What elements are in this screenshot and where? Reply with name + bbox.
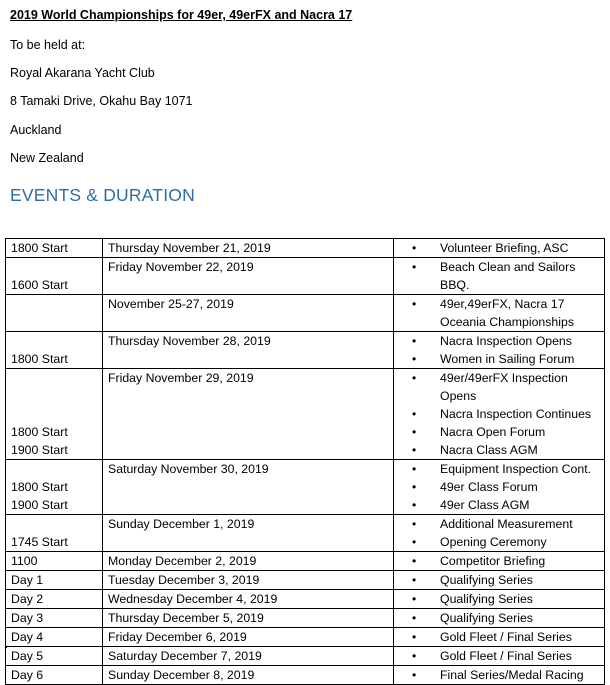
date-cell: Saturday November 30, 2019	[103, 460, 394, 515]
list-item: • Gold Fleet / Final Series	[412, 628, 599, 646]
date-cell: Tuesday December 3, 2019	[103, 571, 394, 590]
time-cell	[6, 666, 103, 685]
time-label: Day 3	[11, 611, 44, 625]
table-row	[6, 369, 605, 460]
table-row	[6, 647, 605, 666]
date-cell: November 25-27, 2019	[103, 295, 394, 332]
table-row	[6, 628, 605, 647]
time-cell	[6, 295, 103, 332]
time-cell	[6, 647, 103, 666]
events-cell	[394, 647, 605, 666]
date-cell: Thursday November 21, 2019	[103, 239, 394, 258]
table-row	[6, 460, 605, 515]
time-cell	[6, 515, 103, 552]
time-label: 1100	[11, 554, 38, 568]
event-list	[412, 460, 599, 514]
table-row	[6, 239, 605, 258]
events-cell	[394, 666, 605, 685]
list-item: • Women in Sailing Forum	[412, 350, 599, 368]
time-cell	[6, 332, 103, 369]
date-cell: Sunday December 8, 2019	[103, 666, 394, 685]
time-cell	[6, 239, 103, 258]
events-cell	[394, 590, 605, 609]
events-cell	[394, 609, 605, 628]
events-cell	[394, 258, 605, 295]
list-item: • Volunteer Briefing, ASC	[412, 239, 599, 257]
list-item: • 49er Class Forum	[412, 478, 599, 496]
time-label: Day 2	[11, 592, 44, 606]
event-list	[412, 258, 599, 294]
table-row	[6, 515, 605, 552]
time-cell	[6, 590, 103, 609]
time-label: 1800 Start	[11, 241, 68, 255]
events-cell	[394, 239, 605, 258]
time-label: Day 4	[11, 630, 44, 644]
list-item: • Opening Ceremony	[412, 533, 599, 551]
time-cell	[6, 369, 103, 460]
time-label: Day 5	[11, 649, 44, 663]
time-cell	[6, 552, 103, 571]
venue-city: Auckland	[10, 123, 62, 137]
events-cell	[394, 295, 605, 332]
table-row	[6, 666, 605, 685]
list-item: • Qualifying Series	[412, 609, 599, 627]
date-cell: Thursday December 5, 2019	[103, 609, 394, 628]
list-item: • Nacra Open Forum	[412, 423, 599, 441]
event-list	[412, 647, 599, 665]
list-item: • Final Series/Medal Racing	[412, 666, 599, 684]
events-cell	[394, 515, 605, 552]
table-row	[6, 571, 605, 590]
schedule-table	[5, 238, 605, 685]
date-cell: Wednesday December 4, 2019	[103, 590, 394, 609]
time-cell	[6, 609, 103, 628]
list-item: • Equipment Inspection Cont.	[412, 460, 599, 478]
venue-address: 8 Tamaki Drive, Okahu Bay 1071	[10, 94, 193, 108]
document-title: 2019 World Championships for 49er, 49erFX and Nacra 17	[10, 8, 353, 22]
event-list	[412, 628, 599, 646]
event-list	[412, 609, 599, 627]
table-row	[6, 258, 605, 295]
list-item: • Qualifying Series	[412, 590, 599, 608]
events-cell	[394, 369, 605, 460]
schedule-body	[6, 239, 605, 685]
venue-country: New Zealand	[10, 151, 84, 165]
list-item: • 49er Class AGM	[412, 496, 599, 514]
time-label: 1900 Start	[11, 443, 68, 457]
list-item: • Gold Fleet / Final Series	[412, 647, 599, 665]
time-label: Day 1	[11, 573, 44, 587]
event-list	[412, 666, 599, 684]
list-item: • Qualifying Series	[412, 571, 599, 589]
venue-name: Royal Akarana Yacht Club	[10, 66, 155, 80]
time-label: Day 6	[11, 668, 44, 682]
list-item: • Nacra Inspection Opens	[412, 332, 599, 350]
event-list	[412, 552, 599, 570]
event-list	[412, 571, 599, 589]
time-label: 1800 Start	[11, 425, 68, 439]
held-at-label: To be held at:	[10, 38, 86, 52]
events-cell	[394, 552, 605, 571]
list-item: • Nacra Class AGM	[412, 441, 599, 459]
date-cell: Monday December 2, 2019	[103, 552, 394, 571]
events-cell	[394, 571, 605, 590]
table-row	[6, 590, 605, 609]
event-list	[412, 515, 599, 551]
list-item: • 49er/49erFX Inspection Opens	[412, 369, 599, 405]
table-row	[6, 552, 605, 571]
date-cell: Saturday December 7, 2019	[103, 647, 394, 666]
time-label: 1600 Start	[11, 278, 68, 292]
time-label: 1800 Start	[11, 352, 68, 366]
event-list	[412, 369, 599, 459]
events-cell	[394, 332, 605, 369]
list-item: • Nacra Inspection Continues	[412, 405, 599, 423]
events-cell	[394, 460, 605, 515]
event-list	[412, 332, 599, 368]
event-list	[412, 239, 599, 257]
date-cell: Friday November 22, 2019	[103, 258, 394, 295]
date-cell: Friday November 29, 2019	[103, 369, 394, 460]
date-cell: Friday December 6, 2019	[103, 628, 394, 647]
list-item: • Additional Measurement	[412, 515, 599, 533]
events-cell	[394, 628, 605, 647]
table-row	[6, 295, 605, 332]
table-row	[6, 332, 605, 369]
time-label: 1800 Start	[11, 480, 68, 494]
date-cell: Thursday November 28, 2019	[103, 332, 394, 369]
time-label: 1745 Start	[11, 535, 68, 549]
time-cell	[6, 628, 103, 647]
event-list	[412, 590, 599, 608]
time-cell	[6, 258, 103, 295]
event-list	[412, 295, 599, 331]
list-item: • 49er,49erFX, Nacra 17 Oceania Championships	[412, 295, 599, 331]
list-item: • Beach Clean and Sailors BBQ.	[412, 258, 599, 294]
list-item: • Competitor Briefing	[412, 552, 599, 570]
time-label: 1900 Start	[11, 498, 68, 512]
time-cell	[6, 571, 103, 590]
section-heading: EVENTS & DURATION	[10, 185, 195, 205]
table-row	[6, 609, 605, 628]
time-cell	[6, 460, 103, 515]
date-cell: Sunday December 1, 2019	[103, 515, 394, 552]
